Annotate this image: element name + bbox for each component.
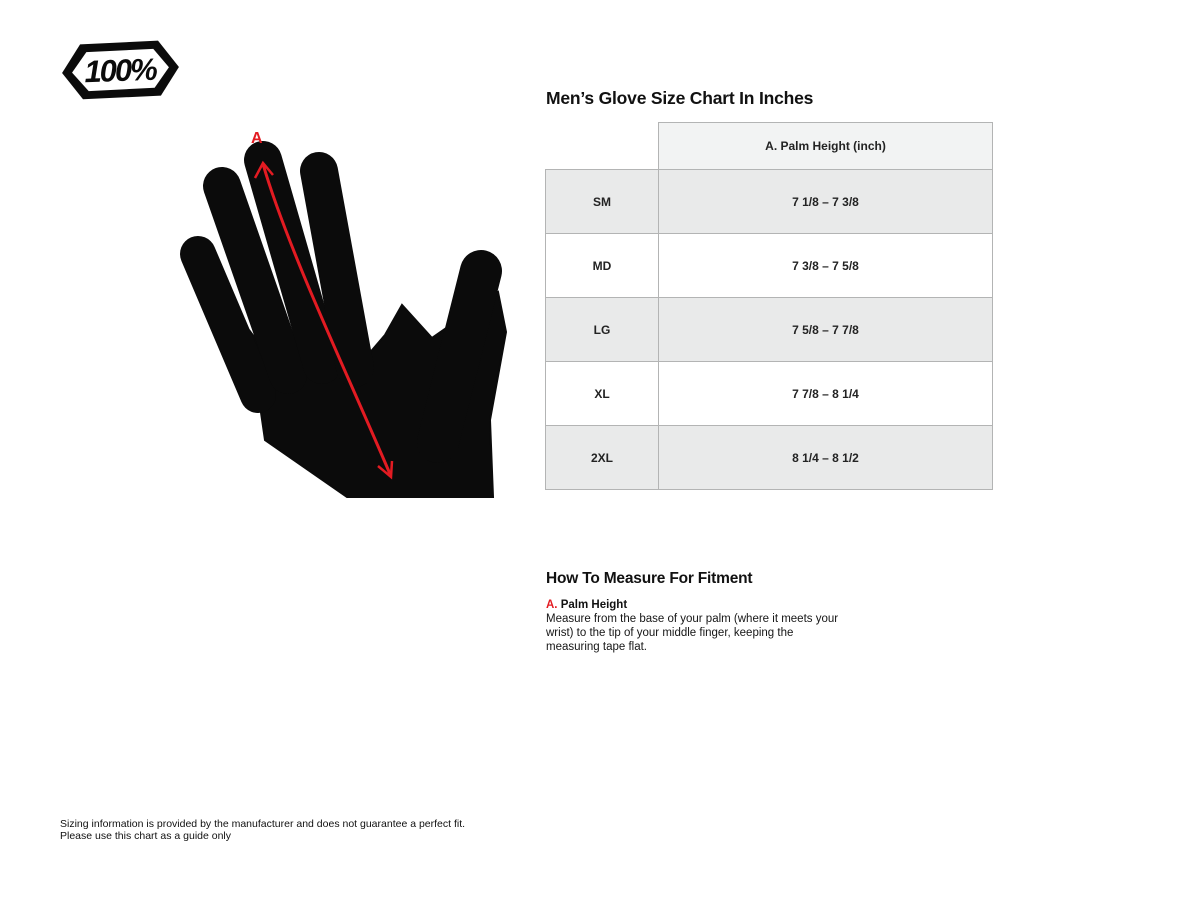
size-chart-table: [545, 122, 993, 490]
glove-silhouette-image: [180, 120, 512, 506]
measurement-item-letter: A.: [546, 599, 558, 611]
measurement-item-label: [546, 599, 856, 611]
disclaimer-line-1: Sizing information is provided by the manufacturer and does not guarantee a perfect fit.: [60, 818, 466, 830]
size-chart-header-row: [546, 123, 993, 170]
table-row: [546, 298, 993, 362]
table-row: [546, 170, 993, 234]
measurement-a-label: A: [251, 130, 263, 147]
measurement-item-description: Measure from the base of your palm (where it meets your wrist) to the tip of your middle finger, keeping the measuring tape flat.: [546, 613, 839, 653]
sizing-disclaimer: [60, 818, 465, 842]
brand-logo-icon: [60, 37, 181, 103]
how-to-measure-section: [546, 570, 856, 654]
brand-logo-text: 100%: [83, 51, 157, 90]
range-cell: 7 3/8 – 7 5/8: [659, 234, 993, 298]
disclaimer-line-2: Please use this chart as a guide only: [60, 830, 232, 842]
size-cell: XL: [546, 362, 659, 426]
size-cell: LG: [546, 298, 659, 362]
range-cell: 7 5/8 – 7 7/8: [659, 298, 993, 362]
size-cell: SM: [546, 170, 659, 234]
size-chart-corner-cell: [546, 123, 659, 170]
size-cell: MD: [546, 234, 659, 298]
size-cell: 2XL: [546, 426, 659, 490]
range-cell: 7 1/8 – 7 3/8: [659, 170, 993, 234]
glove-measurement-diagram: [180, 120, 512, 506]
brand-logo: [60, 37, 181, 103]
size-chart-column-header: A. Palm Height (inch): [659, 123, 993, 170]
range-cell: 7 7/8 – 8 1/4: [659, 362, 993, 426]
how-to-measure-title: How To Measure For Fitment: [546, 570, 753, 587]
measurement-item-name: Palm Height: [560, 599, 628, 611]
table-row: [546, 362, 993, 426]
table-row: [546, 426, 993, 490]
range-cell: 8 1/4 – 8 1/2: [659, 426, 993, 490]
table-row: [546, 234, 993, 298]
size-chart-title: Men’s Glove Size Chart In Inches: [546, 88, 814, 108]
